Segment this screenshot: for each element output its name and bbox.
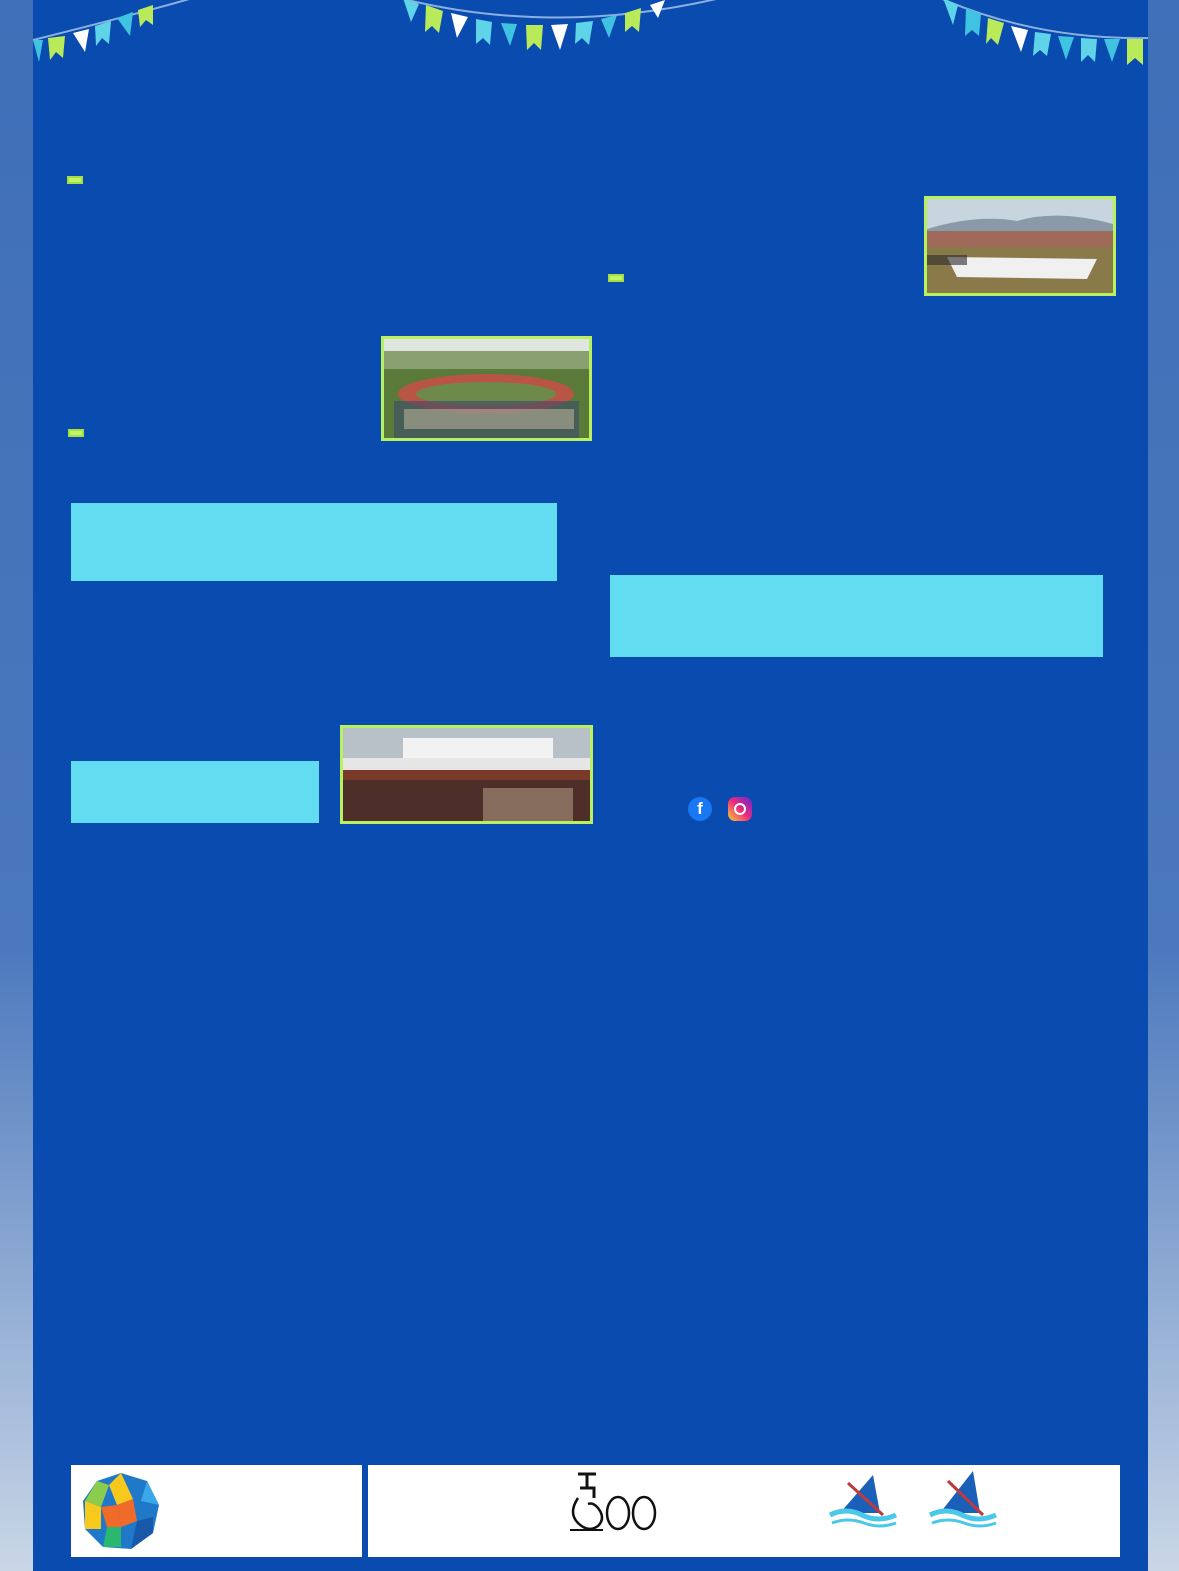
astillero-sail-logo-icon	[828, 1473, 898, 1528]
facebook-icon: f	[688, 797, 712, 821]
social-links	[688, 796, 760, 822]
day-label-saturday	[68, 429, 84, 437]
poster	[33, 0, 1148, 1571]
photo-crowd-circle	[381, 336, 592, 441]
day-label-friday	[67, 176, 83, 184]
ticket-info-box	[610, 575, 1103, 657]
sponsor-logo-grid	[71, 830, 1111, 1462]
instagram-icon	[728, 797, 752, 821]
guarnizo-sail-logo-icon	[928, 1469, 998, 1528]
boo-tap-logo-icon	[558, 1468, 668, 1538]
day-label-sunday	[608, 274, 624, 282]
bunting-decoration-icon	[33, 0, 1148, 100]
membership-info-box	[71, 761, 319, 823]
photo-carpa-crowd	[340, 725, 593, 824]
patron-astillero	[813, 1473, 913, 1532]
registration-info-box	[71, 503, 557, 581]
photo-blancada-field	[924, 196, 1116, 296]
ferroglobe-logo-icon	[81, 1471, 161, 1551]
event-item	[71, 589, 561, 612]
boo-association-logo	[558, 1468, 678, 1554]
patron-guarnizo	[913, 1469, 1013, 1532]
main-sponsor-panel	[71, 1465, 362, 1557]
organizer-sponsor-panel	[368, 1465, 1120, 1557]
saturday-schedule	[71, 589, 561, 612]
